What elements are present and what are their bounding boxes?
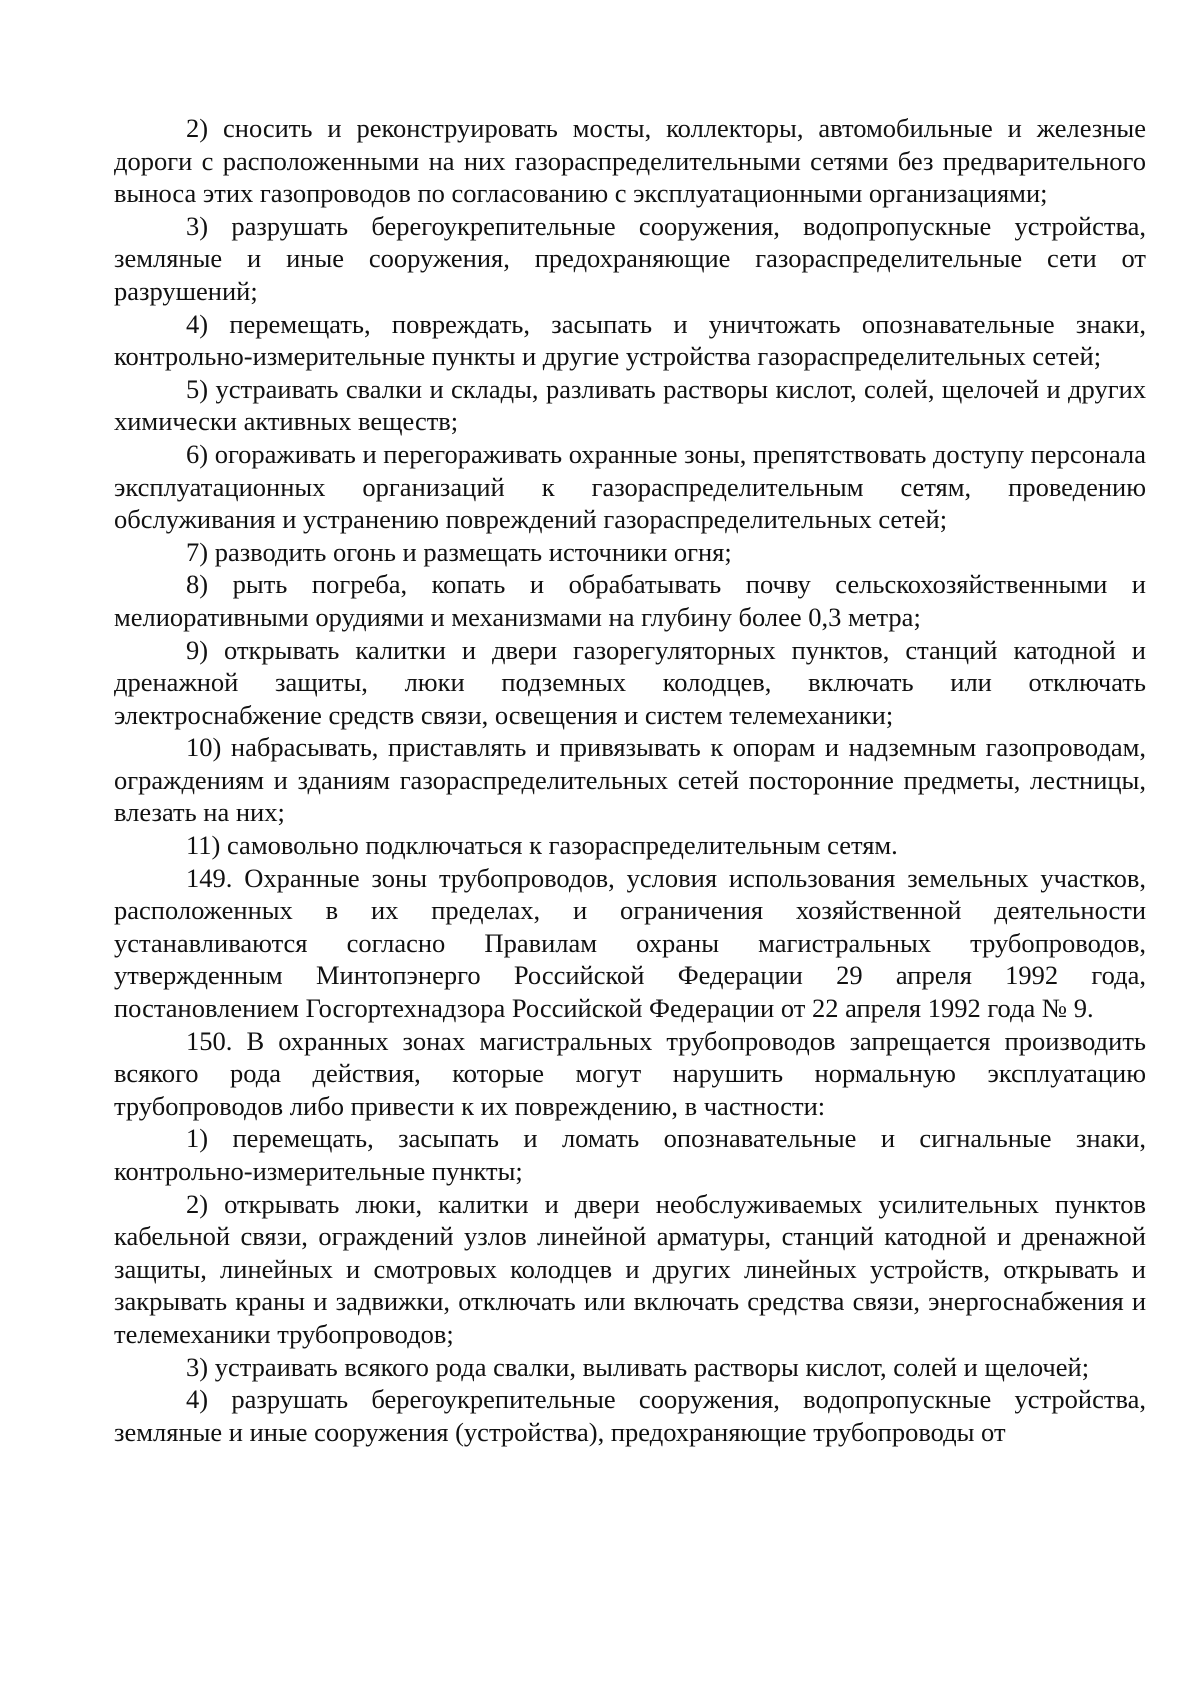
list-item-8-dig-cellars: 8) рыть погреба, копать и обрабатывать почву сельскохозяйственными и мелиоративными орудиями и механизмами на глубину более 0,3 метра; — [114, 569, 1146, 632]
list-item-10-attach-objects: 10) набрасывать, приставлять и привязывать к опорам и надземным газопроводам, ограждениям и зданиям газораспределительных сетей посторонние предметы, лестницы, влезать на них; — [114, 732, 1146, 828]
list-item-2-demolish-bridges: 2) сносить и реконструировать мосты, коллекторы, автомобильные и железные дороги с расположенными на них газораспределительными сетями без предварительного выноса этих газопроводов по согласованию с эксплуатационными организациями; — [114, 113, 1146, 209]
list-item-4-move-signs: 4) перемещать, повреждать, засыпать и уничтожать опознавательные знаки, контрольно-измерительные пункты и другие устройства газораспределительных сетей; — [114, 308, 1146, 372]
section-149: 149. Охранные зоны трубопроводов, условия использования земельных участков, расположенных в их пределах, и ограничения хозяйственной деятельности устанавливаются согласно Правилам охраны магистральных трубопроводов, утвержденным Минтопэнерго Российской Федерации 29 апреля 1992 года, постановлением Госгортехнадзора Российской Федерации от 22 апреля 1992 года № 9. — [114, 862, 1146, 1024]
list-item-1-move-signal-signs: 1) перемещать, засыпать и ломать опознавательные и сигнальные знаки, контрольно-измерительные пункты; — [114, 1123, 1146, 1186]
list-item-3-destroy-shore-structures: 3) разрушать берегоукрепительные сооружения, водопропускные устройства, земляные и иные сооружения, предохраняющие газораспределительные сети от разрушений; — [114, 210, 1146, 306]
list-item-6-fence-zones: 6) огораживать и перегораживать охранные зоны, препятствовать доступу персонала эксплуатационных организаций к газораспределительным сетям, проведению обслуживания и устранению повреждений газораспределительных сетей; — [114, 438, 1146, 535]
list-item-3-dumps-solutions: 3) устраивать всякого рода свалки, выливать растворы кислот, солей и щелочей; — [186, 1351, 1090, 1382]
list-item-2-open-hatches: 2) открывать люки, калитки и двери необслуживаемых усилительных пунктов кабельной связи, ограждений узлов линейной арматуры, станций катодной и дренажной защиты, линейных и смотровых колодцев и других линейных устройств, открывать и закрывать краны и задвижки, отключать или включать средства связи, энергоснабжения и телемеханики трубопроводов; — [114, 1188, 1146, 1349]
list-item-4-destroy-protective-structures: 4) разрушать берегоукрепительные сооружения, водопропускные устройства, земляные и иные сооружения (устройства), предохраняющие трубопроводы от — [114, 1384, 1146, 1447]
list-item-11-unauthorized-connection: 11) самовольно подключаться к газораспределительным сетям. — [186, 830, 898, 861]
list-item-7-fire: 7) разводить огонь и размещать источники огня; — [186, 536, 732, 567]
section-150: 150. В охранных зонах магистральных трубопроводов запрещается производить всякого рода действия, которые могут нарушить нормальную эксплуатацию трубопроводов либо привести к их повреждению, в частности: — [114, 1025, 1146, 1121]
list-item-5-dumps-and-warehouses: 5) устраивать свалки и склады, разливать растворы кислот, солей, щелочей и других химически активных веществ; — [114, 373, 1146, 437]
list-item-9-open-gates: 9) открывать калитки и двери газорегуляторных пунктов, станций катодной и дренажной защиты, люки подземных колодцев, включать или отключать электроснабжение средств связи, освещения и систем телемеханики; — [114, 634, 1146, 730]
document-page — [114, 112, 1146, 1448]
